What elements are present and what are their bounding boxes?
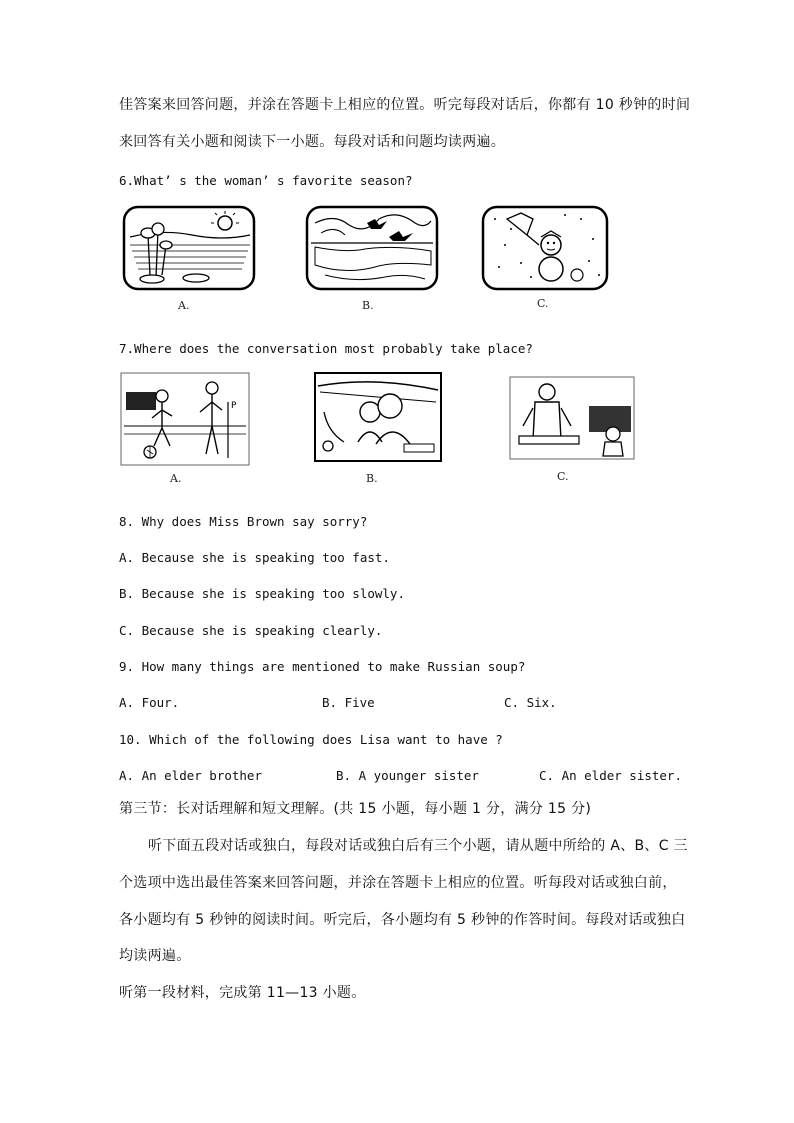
q7-label-a: A. (170, 472, 182, 485)
autumn-birds-icon (305, 205, 439, 291)
question-9: 9. How many things are mentioned to make Russian soup? (119, 659, 526, 674)
intro-line-1: 佳答案来回答问题，并涂在答题卡上相应的位置。听完每段对话后，你都有 10 秒钟的时间 (119, 97, 691, 113)
question-6: 6.What’ s the woman’ s favorite season? (119, 173, 413, 188)
section-3-para-line-2: 个选项中选出最佳答案来回答问题，并涂在答题卡上相应的位置。听每段对话或独白前， (119, 875, 677, 891)
q9-option-b: B. Five (322, 695, 375, 710)
classroom-scene-icon (509, 376, 635, 460)
q10-option-a: A. An elder brother (119, 768, 262, 783)
q6-label-b: B. (362, 299, 374, 312)
question-8: 8. Why does Miss Brown say sorry? (119, 514, 368, 529)
svg-text:P: P (231, 401, 237, 411)
q6-label-a: A. (178, 299, 190, 312)
q10-option-c: C. An elder sister. (539, 768, 682, 783)
q9-option-a: A. Four. (119, 695, 180, 710)
section-3-para-line-3: 各小题均有 5 秒钟的阅读时间。听完后，各小题均有 5 秒钟的作答时间。每段对话或独白 (119, 912, 686, 928)
question-7: 7.Where does the conversation most probably take place? (119, 341, 533, 356)
question-10: 10. Which of the following does Lisa want to have ? (119, 732, 503, 747)
intro-line-2: 来回答有关小题和阅读下一小题。每段对话和问题均读两遍。 (119, 134, 506, 150)
q8-option-c: C. Because she is speaking clearly. (119, 623, 383, 638)
section-3-para-line-4: 均读两遍。 (119, 948, 191, 964)
q7-label-b: B. (366, 472, 378, 485)
street-scene-icon (120, 372, 250, 466)
q8-option-a: A. Because she is speaking too fast. (119, 550, 390, 565)
section-3-instruction: 听第一段材料，完成第 11—13 小题。 (119, 985, 366, 1001)
section-3-para-line-1: 听下面五段对话或独白，每段对话或独白后有三个小题，请从题中所给的 A、B、C 三 (148, 838, 688, 854)
q9-option-c: C. Six. (504, 695, 557, 710)
section-3-heading: 第三节：长对话理解和短文理解。(共 15 小题，每小题 1 分，满分 15 分) (119, 801, 592, 817)
winter-snowman-icon (481, 205, 609, 291)
q6-label-c: C. (537, 297, 549, 310)
q10-option-b: B. A younger sister (336, 768, 479, 783)
q7-label-c: C. (557, 470, 569, 483)
car-scene-icon (314, 372, 442, 462)
q8-option-b: B. Because she is speaking too slowly. (119, 586, 405, 601)
summer-lotus-pond-icon (122, 205, 256, 291)
